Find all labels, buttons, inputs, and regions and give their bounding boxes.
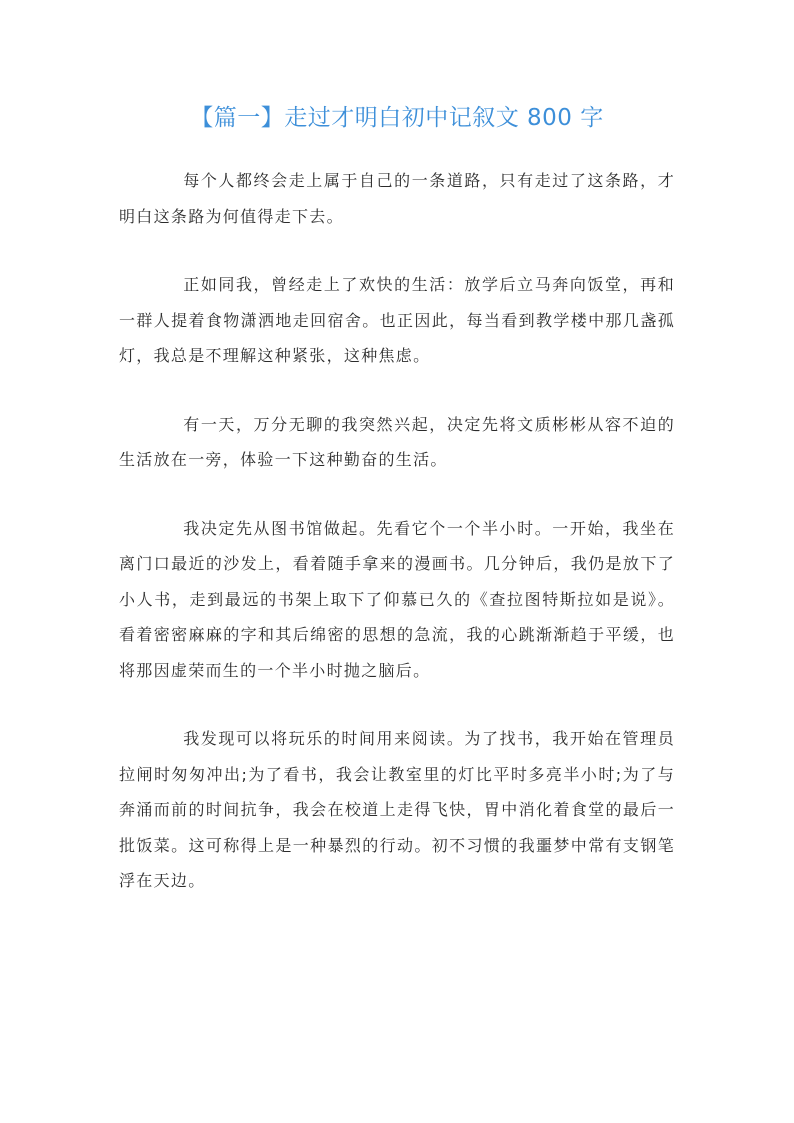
document-title: 【篇一】走过才明白初中记叙文 800 字 <box>190 105 604 131</box>
paragraph-text: 我决定先从图书馆做起。先看它个一个半小时。一开始，我坐在离门口最近的沙发上，看着随手拿来的漫画书。几分钟后，我仍是放下了小人书，走到最远的书架上取下了仰慕已久的《查拉图特斯拉如是说》。看着密密麻麻的字和其后绵密的思想的急流，我的心跳渐渐趋于平缓，也将那因虚荣而生的一个半小时抛之脑后。 <box>119 518 675 680</box>
paragraph-text: 有一天，万分无聊的我突然兴起，决定先将文质彬彬从容不迫的生活放在一旁，体验一下这种勤奋的生活。 <box>119 414 675 469</box>
document-body <box>119 163 675 932</box>
paragraph-5 <box>119 721 675 899</box>
paragraph-text: 每个人都终会走上属于自己的一条道路，只有走过了这条路，才明白这条路为何值得走下去。 <box>119 171 675 226</box>
paragraph-3 <box>119 407 675 478</box>
paragraph-text: 正如同我，曾经走上了欢快的生活：放学后立马奔向饭堂，再和一群人提着食物潇洒地走回宿舍。也正因此，每当看到教学楼中那几盏孤灯，我总是不理解这种紧张，这种焦虑。 <box>119 275 675 365</box>
paragraph-2 <box>119 267 675 374</box>
paragraph-4 <box>119 511 675 689</box>
paragraph-text: 我发现可以将玩乐的时间用来阅读。为了找书，我开始在管理员拉闸时匆匆冲出;为了看书，我会让教室里的灯比平时多亮半小时;为了与奔涌而前的时间抗争，我会在校道上走得飞快，胃中消化着食堂的最后一批饭菜。这可称得上是一种暴烈的行动。初不习惯的我噩梦中常有支钢笔浮在天边。 <box>119 729 675 890</box>
paragraph-1 <box>119 163 675 234</box>
